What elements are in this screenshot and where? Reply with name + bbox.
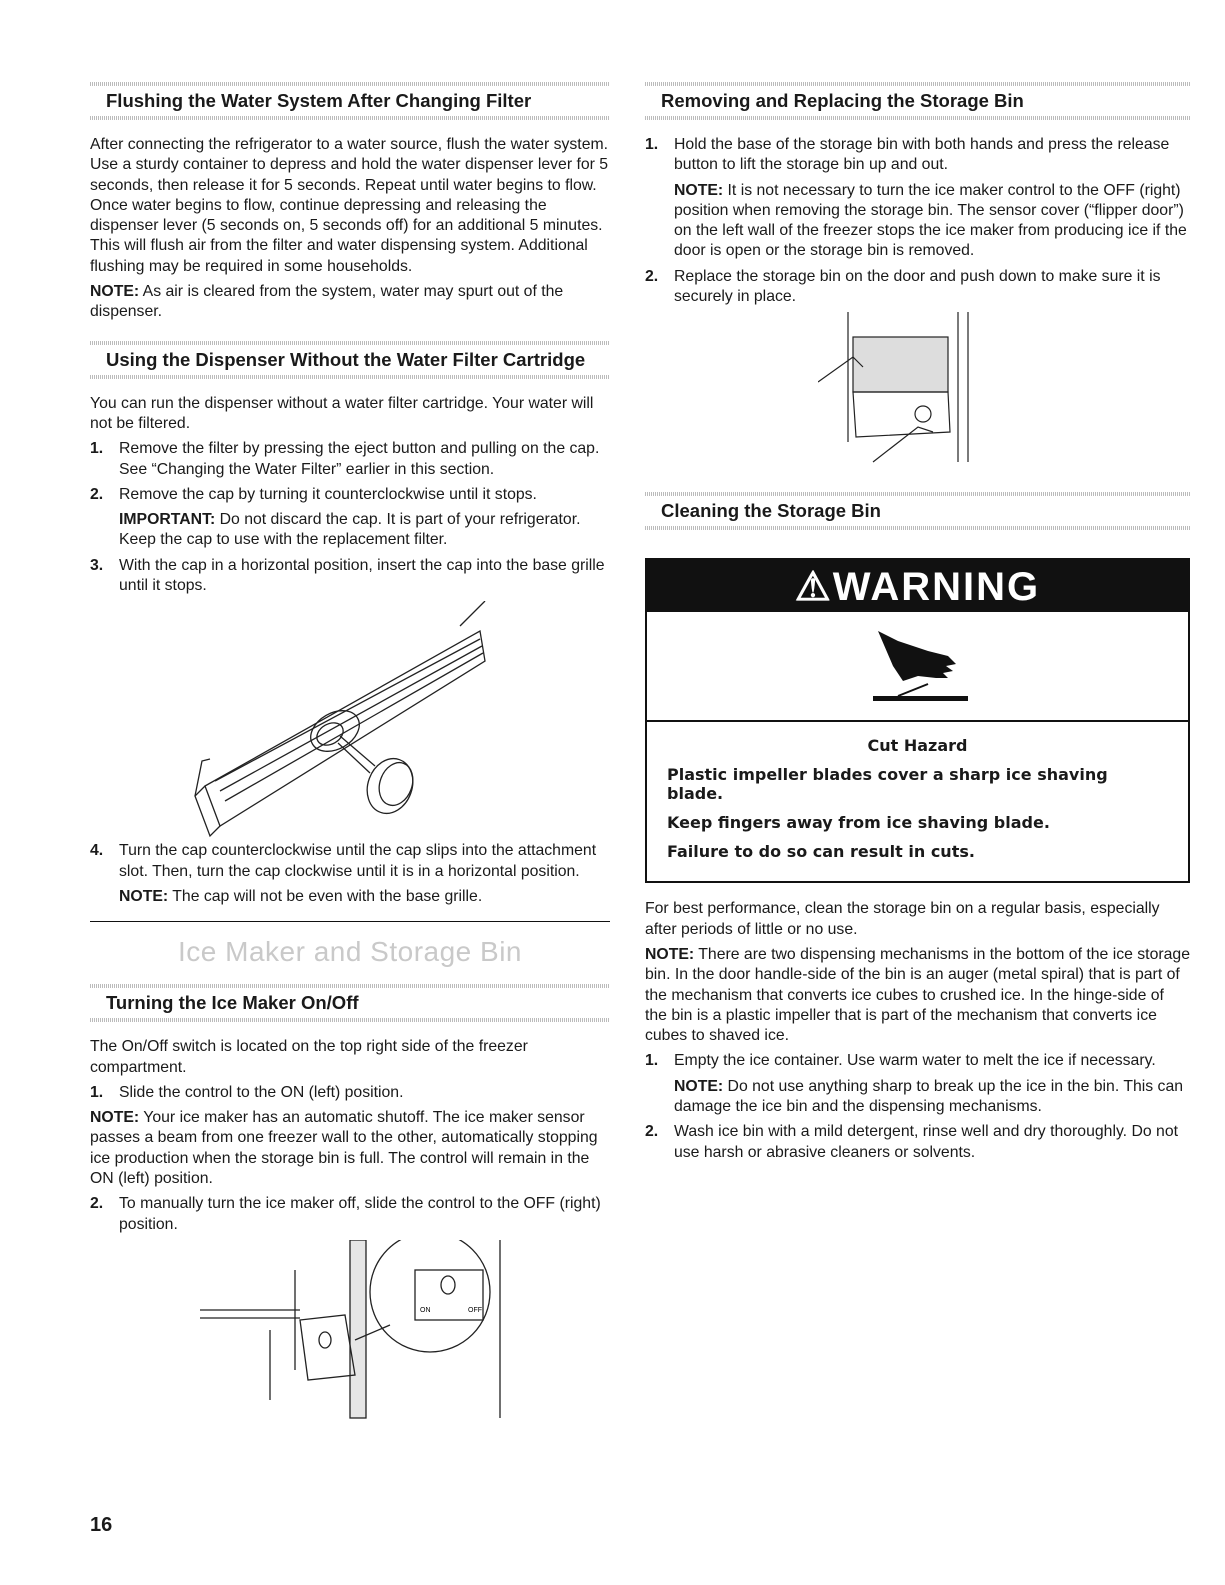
step-number: 1. [90,440,104,458]
step-number: 1. [90,1083,104,1101]
warning-box [645,558,1190,883]
note-label: NOTE: [90,283,140,301]
step-text: To manually turn the ice maker off, slide the control to the OFF (right) position. [119,1195,601,1233]
step-number: 1. [645,1052,659,1070]
note-label: NOTE: [90,1109,140,1127]
step-number: 1. [645,136,659,153]
heading-removing: Removing and Replacing the Storage Bin [661,90,1024,111]
hazard-title: Cut Hazard [867,736,968,756]
warning-triangle-icon: ⚠ [794,565,833,610]
on-label: ON [420,1306,431,1314]
left-column [90,78,610,1420]
heading-dispenser: Using the Dispenser Without the Water Filter Cartridge [106,348,586,370]
list-item [90,841,610,882]
heading-flushing: Flushing the Water System After Changing Filter [106,90,532,111]
step-number: 2. [90,485,104,503]
right-column [645,78,1190,1168]
section-header-flushing [90,78,610,126]
cut-hand-icon [858,626,978,706]
list-item [645,135,1190,176]
cap-note [90,887,610,907]
step-text: Replace the storage bin on the door and push down to make sure it is securely in place. [674,267,1161,306]
hazard-line: Keep fingers away from ice shaving blade. [667,813,1050,833]
step-number: 3. [90,556,104,574]
important-label: IMPORTANT: [119,511,216,529]
important-note [90,510,610,551]
note-text: There are two dispensing mechanisms in the bottom of the ice storage bin. In the door handle-side of the bin is an auger (metal spiral) that is part of the mechanism that converts ice cubes to crushed ice. In the hinge-side of the bin is a plastic impeller that is part of the mechanism that converts ice cubes to shaved ice. [645,945,1190,1045]
important-text: Do not discard the cap. It is part of your refrigerator. Keep the cap to use with the replacement filter. [119,511,581,549]
off-label: OFF [468,1306,482,1314]
hazard-line: Failure to do so can result in cuts. [667,842,975,862]
step-text: Hold the base of the storage bin with both hands and press the release button to lift the storage bin up and out. [674,136,1170,174]
note-text: It is not necessary to turn the ice maker control to the OFF (right) position when removing the storage bin. The sensor cover (“flipper door”) on the left wall of the freezer stops the ice maker from producing ice if the door is open or the storage bin is removed. [674,181,1187,260]
list-item [645,267,1190,308]
note-text: Do not use anything sharp to break up the ice in the bin. This can damage the ice bin and the dispensing mechanisms. [674,1077,1184,1116]
step-text: Turn the cap counterclockwise until the cap slips into the attachment slot. Then, turn the cap clockwise until it is in a horizontal position. [119,842,597,880]
page-number: 16 [90,1514,113,1536]
section-header-turning [90,980,610,1028]
note-label: NOTE: [674,181,724,199]
list-item [90,556,610,597]
step-text: Empty the ice container. Use warm water to melt the ice if necessary. [674,1052,1156,1070]
step-number: 2. [645,1123,659,1141]
note-label: NOTE: [645,945,695,963]
section-header-dispenser [90,337,610,385]
section-header-cleaning [645,488,1190,536]
removing-note [645,181,1190,262]
flushing-paragraph: After connecting the refrigerator to a water source, flush the water system. Use a sturdy container to depress and hold the water dispenser lever for 5 seconds, then release it for 5 seconds. Repeat until water begins to flow. Once water begins to flow, continue depressing and releasing the dispenser lever (5 seconds on, 5 seconds off) for an additional 5 minutes. This will flush air from the filter and water dispensing system. Additional flushing may be required in some households. [90,136,609,275]
warning-label: WARNING [832,565,1041,610]
step-number: 4. [90,842,104,860]
base-grille-cap-illustration [190,601,510,841]
list-item [90,485,610,505]
note-text: The cap will not be even with the base grille. [168,887,483,905]
step-text: With the cap in a horizontal position, insert the cap into the base grille until it stops. [119,556,605,595]
warning-banner [647,560,1188,612]
warning-body [647,722,1188,881]
turning-intro: The On/Off switch is located on the top right side of the freezer compartment. [90,1038,528,1076]
cut-hazard-icon-area [647,612,1188,722]
section-title: Ice Maker and Storage Bin [90,921,610,968]
cleaning-note [645,945,1190,1046]
note-text: Your ice maker has an automatic shutoff. The ice maker sensor passes a beam from one freezer wall to the other, automatically stopping ice production when the storage bin is full. The control will remain in the ON (left) position. [90,1109,598,1188]
step-text: Wash ice bin with a mild detergent, rinse well and dry thoroughly. Do not use harsh or abrasive cleaners or solvents. [674,1123,1178,1161]
step-text: Remove the cap by turning it counterclockwise until it stops. [119,485,537,503]
step-number: 2. [90,1195,104,1213]
section-header-removing [645,78,1190,126]
ice-maker-switch-illustration [190,1240,510,1420]
list-item [90,1083,610,1103]
heading-turning: Turning the Ice Maker On/Off [106,992,359,1014]
step-text: Slide the control to the ON (left) position. [119,1083,404,1101]
flushing-note [90,282,610,323]
note-label: NOTE: [674,1077,724,1095]
list-item [90,439,610,480]
heading-cleaning: Cleaning the Storage Bin [661,500,881,522]
step-text: Remove the filter by pressing the eject button and pulling on the cap. See “Changing the Water Filter” earlier in this section. [119,440,600,478]
cleaning-step-note [645,1077,1190,1118]
list-item [645,1051,1190,1071]
note-label: NOTE: [119,887,169,905]
step-number: 2. [645,267,659,285]
cleaning-paragraph: For best performance, clean the storage bin on a regular basis, especially after periods of little or no use. [645,900,1160,938]
list-item [645,1122,1190,1163]
turning-note [90,1108,610,1189]
note-text: As air is cleared from the system, water may spurt out of the dispenser. [90,283,564,321]
dispenser-intro: You can run the dispenser without a water filter cartridge. Your water will not be filtered. [90,394,594,432]
hazard-line: Plastic impeller blades cover a sharp ice shaving blade. [667,765,1108,804]
list-item [90,1194,610,1235]
storage-bin-illustration [818,312,1018,472]
